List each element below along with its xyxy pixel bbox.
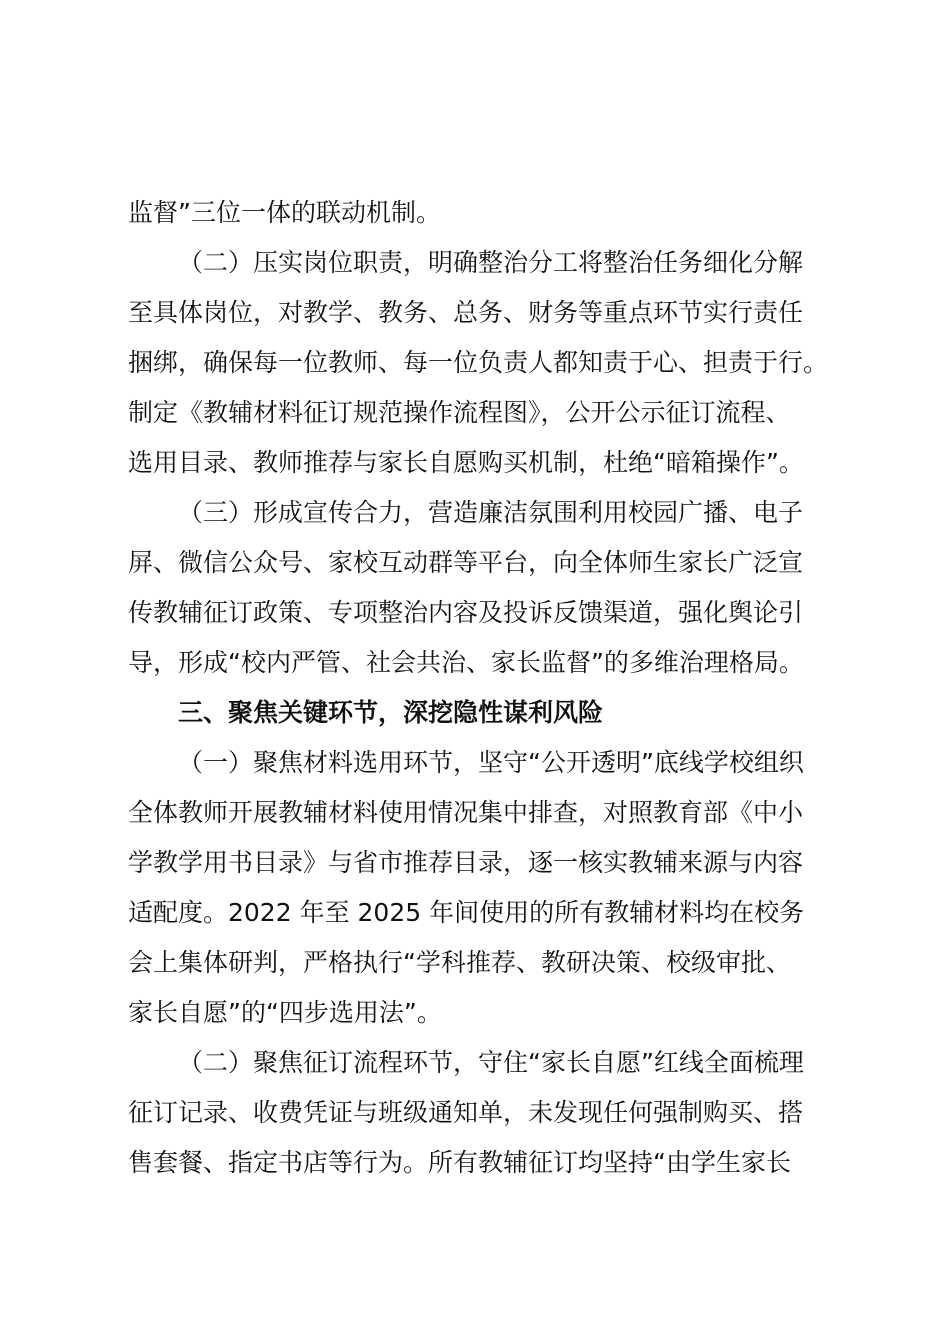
text-line-17: 家长自愿”的“四步选用法”。 <box>128 998 442 1027</box>
text-line-15: 适配度。2022 年至 2025 年间使用的所有教辅材料均在校务 <box>128 898 805 927</box>
text-line-5: 制定《教辅材料征订规范操作流程图》，公开公示征订流程、 <box>128 398 791 427</box>
text-line-9: 传教辅征订政策、专项整治内容及投诉反馈渠道，强化舆论引 <box>128 598 804 627</box>
text-line-7: （三）形成宣传合力，营造廉洁氛围利用校园广播、电子 <box>178 498 804 527</box>
text-line-18: （二）聚焦征订流程环节，守住“家长自愿”红线全面梳理 <box>178 1048 804 1077</box>
text-line-12: （一）聚焦材料选用环节，坚守“公开透明”底线学校组织 <box>178 748 804 777</box>
text-line-3: 至具体岗位，对教学、教务、总务、财务等重点环节实行责任 <box>128 298 804 327</box>
text-line-8: 屏、微信公众号、家校互动群等平台，向全体师生家长广泛宣 <box>128 548 804 577</box>
section-heading: 三、聚焦关键环节，深挖隐性谋利风险 <box>178 698 604 727</box>
text-line-4: 捆绑，确保每一位教师、每一位负责人都知责于心、担责于行。 <box>128 348 829 377</box>
text-line-13: 全体教师开展教辅材料使用情况集中排查，对照教育部《中小 <box>128 798 804 827</box>
text-line-6: 选用目录、教师推荐与家长自愿购买机制，杜绝“暗箱操作”。 <box>128 448 804 477</box>
text-line-2: （二）压实岗位职责，明确整治分工将整治任务细化分解 <box>178 248 804 277</box>
text-line-14: 学教学用书目录》与省市推荐目录，逐一核实教辅来源与内容 <box>128 848 804 877</box>
text-line-20: 售套餐、指定书店等行为。所有教辅征订均坚持“由学生家长 <box>128 1148 791 1177</box>
text-line-1: 监督”三位一体的联动机制。 <box>128 198 441 227</box>
text-line-10: 导，形成“校内严管、社会共治、家长监督”的多维治理格局。 <box>128 648 804 677</box>
text-line-19: 征订记录、收费凭证与班级通知单，未发现任何强制购买、搭 <box>128 1098 804 1127</box>
text-line-16: 会上集体研判，严格执行“学科推荐、教研决策、校级审批、 <box>128 948 791 977</box>
